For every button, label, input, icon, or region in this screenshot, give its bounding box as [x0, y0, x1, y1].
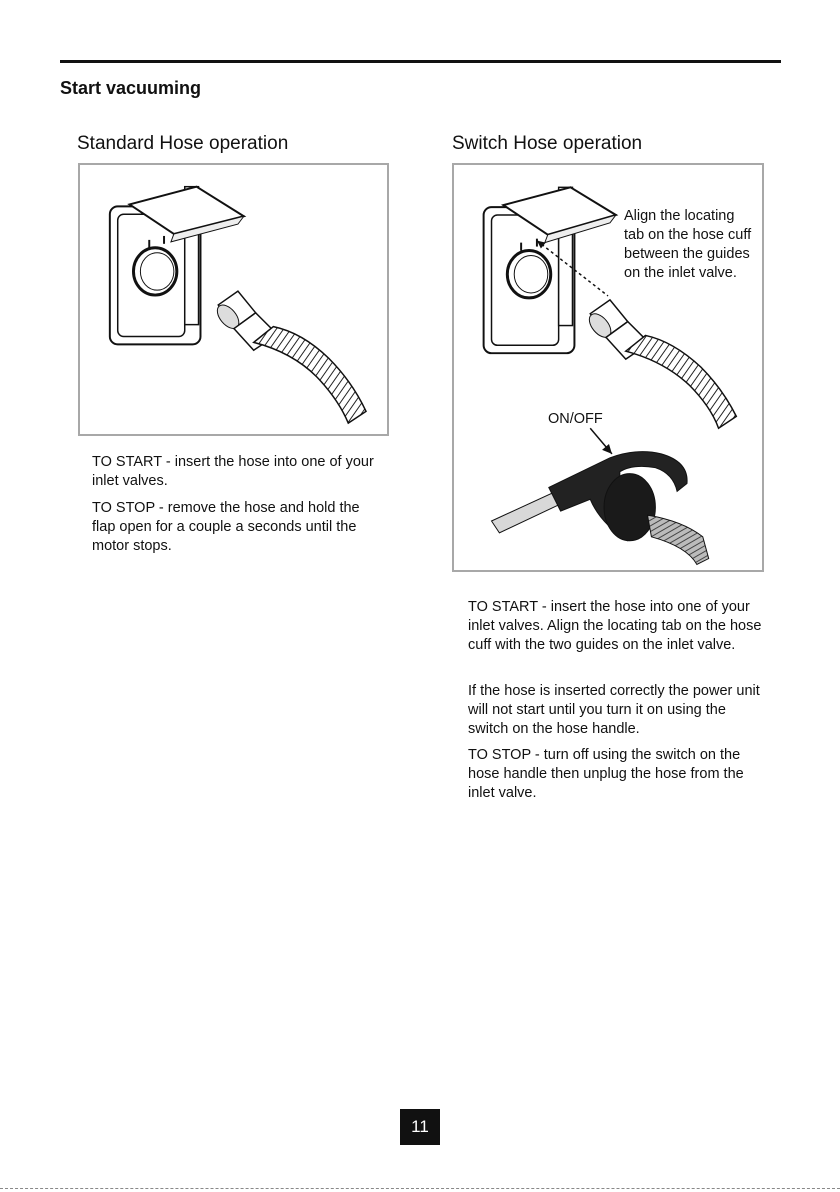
align-locating-tab-callout: Align the locating tab on the hose cuff between the guides on the inlet valve. [624, 208, 752, 281]
bottom-rule [0, 1188, 840, 1189]
standard-hose-heading: Standard Hose operation [77, 133, 289, 154]
page-number: 11 [400, 1109, 440, 1145]
top-rule [60, 60, 781, 63]
on-off-callout: ON/OFF [548, 411, 603, 427]
section-title: Start vacuuming [60, 78, 202, 98]
inlet-valve-hose-illustration [80, 165, 387, 434]
switch-start-paragraph: TO START - insert the hose into one of your inlet valves. Align the locating tab on the hose cuff with the two guides on the inlet valve. [468, 599, 762, 653]
standard-start-paragraph: TO START - insert the hose into one of your inlet valves. [92, 454, 374, 489]
standard-inlet-figure [78, 163, 389, 436]
standard-stop-paragraph: TO STOP - remove the hose and hold the flap open for a couple a seconds until the motor stops. [92, 500, 360, 554]
switch-hose-heading: Switch Hose operation [452, 133, 643, 154]
switch-stop-paragraph: TO STOP - turn off using the switch on the hose handle then unplug the hose from the inlet valve. [468, 747, 744, 801]
switch-power-paragraph: If the hose is inserted correctly the power unit will not start until you turn it on using the switch on the hose handle. [468, 683, 760, 737]
